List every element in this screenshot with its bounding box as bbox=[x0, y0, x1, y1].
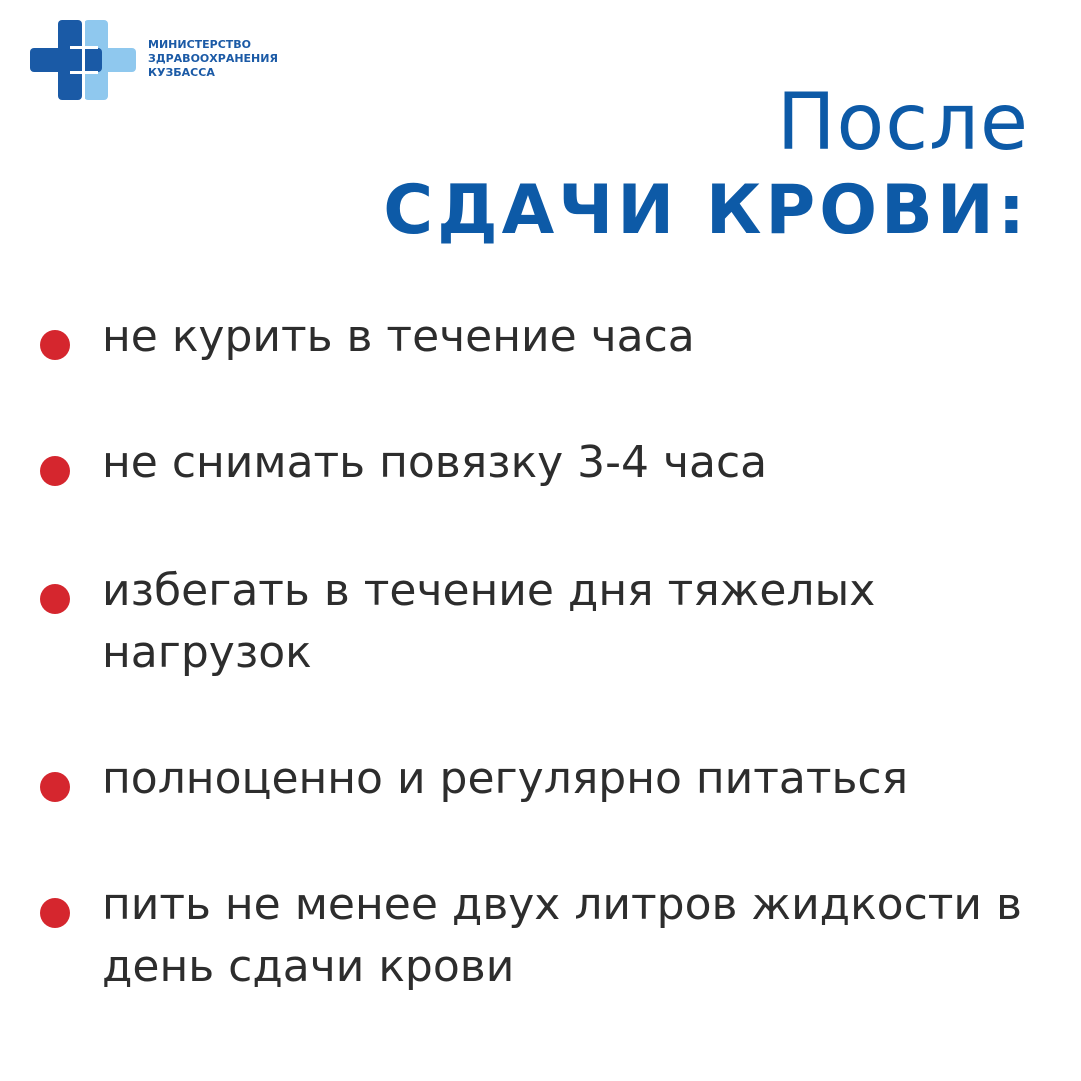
logo-line-1: МИНИСТЕРСТВО bbox=[148, 38, 252, 51]
page-title bbox=[269, 78, 1029, 254]
bullet-dot bbox=[40, 330, 70, 360]
medical-cross-icon bbox=[30, 20, 138, 100]
bullet-dot bbox=[40, 584, 70, 614]
logo-line-3: КУЗБАССА bbox=[148, 66, 215, 79]
logo-text bbox=[148, 38, 278, 80]
list-item-text: полноценно и регулярно питаться bbox=[102, 753, 909, 804]
ministry-logo bbox=[30, 20, 300, 100]
list-item-text: не курить в течение часа bbox=[102, 311, 695, 362]
bullet-dot bbox=[40, 772, 70, 802]
title-line-2: СДАЧИ КРОВИ: bbox=[383, 171, 1029, 250]
bullet-dot bbox=[40, 898, 70, 928]
list-item-text: избегать в течение дня тяжелых нагрузок bbox=[102, 565, 876, 678]
list-item-text: пить не менее двух литров жидкости в день сдачи крови bbox=[102, 879, 1022, 992]
list-item-text: не снимать повязку 3-4 часа bbox=[102, 437, 768, 488]
title-line-1: После bbox=[776, 78, 1029, 168]
logo-line-2: ЗДРАВООХРАНЕНИЯ bbox=[148, 52, 278, 65]
bullet-dot bbox=[40, 456, 70, 486]
